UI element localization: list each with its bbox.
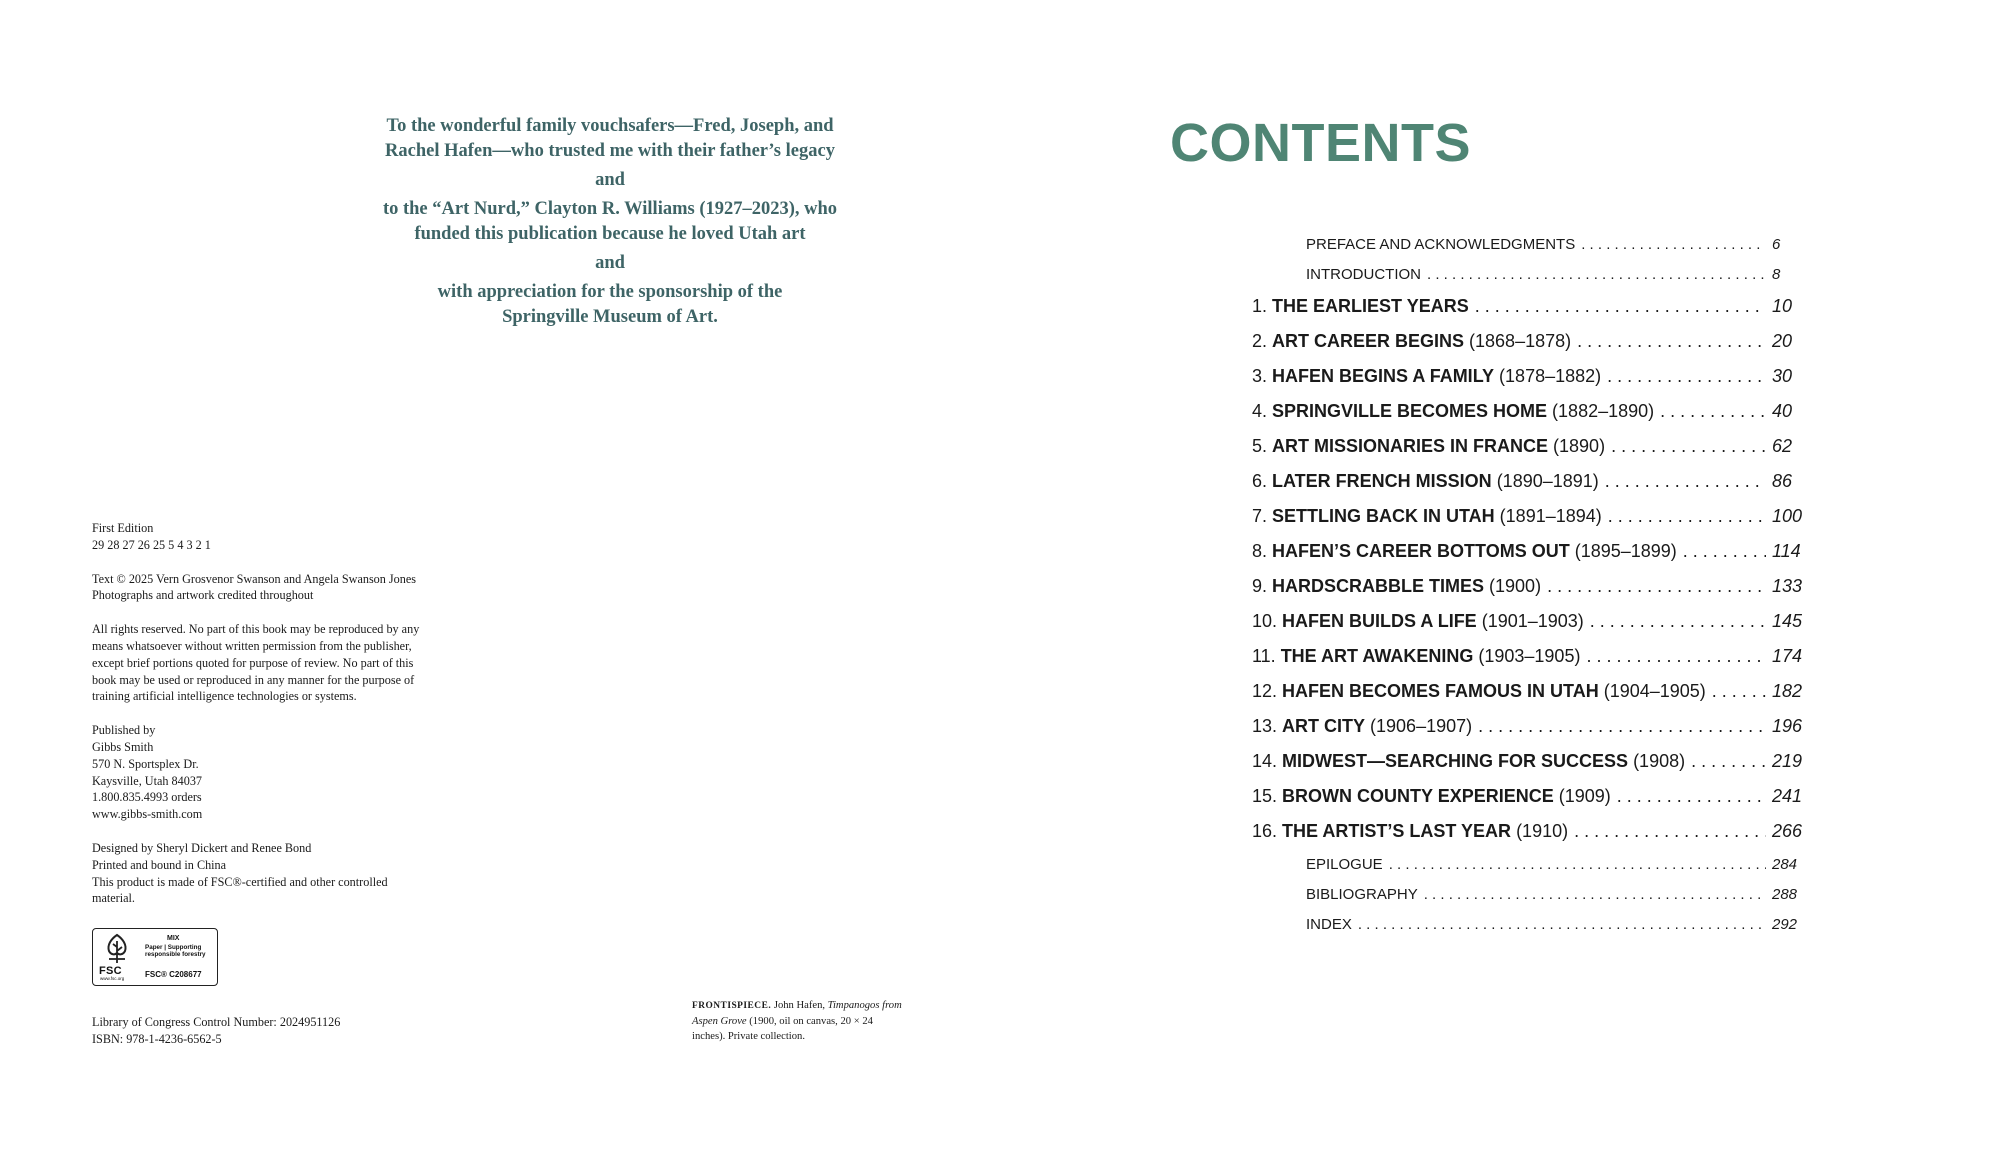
toc-leader-dots [1586,646,1766,667]
rights-line: training artificial intelligence technologies or systems. [92,689,357,704]
fsc-label: FSC [99,965,122,977]
toc-title: THE ARTIST’S LAST YEAR [1282,821,1512,841]
toc-page-number: 62 [1772,436,1793,456]
rights-line: means whatsoever without written permission from the publisher, [92,638,412,653]
toc-leader-dots [1574,821,1766,842]
frontispiece-details: (1900, oil on canvas, 20 × 24 inches). Private collection. [692,1016,873,1042]
fsc-mix: MIX [167,935,180,942]
toc-leader-dots [1389,856,1766,873]
toc-chapter-number: 14. [1252,751,1283,771]
publisher-name: Gibbs Smith [92,739,154,754]
toc-chapter-number: 12. [1252,681,1283,701]
toc-title: HARDSCRABBLE TIMES [1272,576,1485,596]
toc-entry [1252,821,1812,856]
frontispiece-title: Timpanogos from Aspen Grove [692,1000,902,1027]
toc-title: ART MISSIONARIES IN FRANCE [1272,436,1549,456]
toc-dates: (1890–1891) [1491,471,1599,491]
rights-block [92,621,472,705]
print-location: Printed and bound in China [92,857,227,872]
table-of-contents [1252,236,1812,946]
toc-chapter-number: 15. [1252,786,1283,806]
design-block [92,840,472,907]
toc-chapter-number: 11. [1252,646,1281,666]
toc-entry [1252,681,1812,716]
toc-title: EPILOGUE [1306,856,1383,873]
toc-entry [1252,856,1812,886]
toc-title: HAFEN BEGINS A FAMILY [1272,366,1495,386]
toc-leader-dots [1577,331,1766,352]
toc-entry [1252,471,1812,506]
toc-entry [1252,541,1812,576]
toc-page-number: 145 [1772,611,1803,631]
toc-page-number: 174 [1772,646,1803,666]
toc-page-number: 10 [1772,296,1793,316]
toc-entry [1252,401,1812,436]
rights-line: except brief portions quoted for purpose of review. No part of this [92,655,414,670]
toc-title: ART CITY [1282,716,1366,736]
toc-dates: (1910) [1511,821,1569,841]
toc-page-number: 196 [1772,716,1803,736]
text-copyright: Text © 2025 Vern Grosvenor Swanson and Angela Swanson Jones [92,571,417,586]
toc-dates: (1895–1899) [1569,541,1677,561]
toc-page-number: 86 [1772,471,1793,491]
toc-chapter-number: 10. [1252,611,1283,631]
toc-entry [1252,646,1812,681]
toc-page-number: 100 [1772,506,1803,526]
isbn: ISBN: 978-1-4236-6562-5 [92,1031,222,1046]
toc-title: SETTLING BACK IN UTAH [1272,506,1495,526]
frontispiece-label: FRONTISPIECE. [692,1001,772,1011]
toc-entry [1252,506,1812,541]
dedication-line-2: to the “Art Nurd,” Clayton R. Williams (1927–2023), who funded this publication because he loved Utah art [382,199,838,244]
design-credit: Designed by Sheryl Dickert and Renee Bond [92,840,312,855]
toc-leader-dots [1475,296,1766,317]
toc-title: BIBLIOGRAPHY [1306,886,1418,903]
toc-title: SPRINGVILLE BECOMES HOME [1272,401,1548,421]
publisher-address: 570 N. Sportsplex Dr. [92,756,199,771]
toc-dates: (1868–1878) [1464,331,1572,351]
dedication-and-2: and [595,253,625,273]
fsc-code: FSC® C208677 [145,970,202,979]
toc-title: LATER FRENCH MISSION [1272,471,1492,491]
toc-chapter-number: 5. [1252,436,1273,456]
toc-chapter-number: 1. [1252,296,1273,316]
contents-heading: CONTENTS [1170,113,1471,173]
toc-page-number: 241 [1772,786,1803,806]
toc-leader-dots [1424,886,1766,903]
toc-page-number: 292 [1772,916,1798,933]
publisher-website: www.gibbs-smith.com [92,807,203,822]
fsc-statement: This product is made of FSC®-certified and other controlled [92,874,388,889]
toc-dates: (1909) [1553,786,1611,806]
toc-leader-dots [1712,681,1766,702]
rights-line: All rights reserved. No part of this book may be reproduced by any [92,622,420,637]
toc-title: THE ART AWAKENING [1280,646,1474,666]
toc-title: HAFEN BECOMES FAMOUS IN UTAH [1282,681,1599,701]
toc-entry [1252,611,1812,646]
fsc-statement-end: material. [92,891,135,906]
toc-leader-dots [1358,916,1766,933]
toc-leader-dots [1660,401,1766,422]
dedication [360,114,860,334]
toc-title: HAFEN BUILDS A LIFE [1282,611,1477,631]
catalog-info [92,1014,340,1048]
toc-title: INTRODUCTION [1306,266,1421,283]
toc-page-number: 182 [1772,681,1803,701]
toc-leader-dots [1581,236,1766,253]
toc-title: INDEX [1306,916,1352,933]
edition-block [92,520,472,554]
fsc-paper-text: Paper | Supporting responsible forestry [145,944,206,958]
toc-chapter-number: 2. [1252,331,1273,351]
dedication-line-3: with appreciation for the sponsorship of the Springville Museum of Art. [437,282,783,327]
toc-leader-dots [1590,611,1766,632]
toc-page-number: 30 [1772,366,1793,386]
toc-page-number: 219 [1772,751,1803,771]
frontispiece-artist: John Hafen, [771,1000,828,1011]
frontispiece-caption [692,998,902,1044]
toc-entry [1252,916,1812,946]
photo-credit: Photographs and artwork credited throughout [92,588,314,603]
toc-entry [1252,366,1812,401]
toc-title: BROWN COUNTY EXPERIENCE [1282,786,1554,806]
toc-page-number: 8 [1772,266,1781,283]
toc-title: HAFEN’S CAREER BOTTOMS OUT [1272,541,1570,561]
toc-page-number: 20 [1772,331,1793,351]
toc-dates: (1906–1907) [1365,716,1473,736]
toc-entry [1252,436,1812,471]
toc-entry [1252,236,1812,266]
fsc-website: www.fsc.org [100,976,125,981]
toc-page-number: 133 [1772,576,1803,596]
toc-leader-dots [1547,576,1766,597]
toc-chapter-number: 3. [1252,366,1273,386]
toc-page-number: 266 [1772,821,1803,841]
toc-page-number: 284 [1772,856,1798,873]
toc-dates: (1903–1905) [1473,646,1581,666]
toc-dates: (1904–1905) [1598,681,1706,701]
toc-dates: (1901–1903) [1476,611,1584,631]
publisher-line: Published by [92,723,156,738]
publisher-phone: 1.800.835.4993 orders [92,790,202,805]
toc-leader-dots [1607,366,1766,387]
toc-leader-dots [1608,506,1766,527]
toc-leader-dots [1605,471,1766,492]
toc-chapter-number: 4. [1252,401,1273,421]
toc-leader-dots [1691,751,1766,772]
toc-entry [1252,296,1812,331]
toc-entry [1252,886,1812,916]
rights-line: book may be used or reproduced in any manner for the purpose of [92,672,415,687]
toc-dates: (1900) [1484,576,1542,596]
toc-chapter-number: 13. [1252,716,1283,736]
toc-chapter-number: 9. [1252,576,1273,596]
toc-chapter-number: 16. [1252,821,1283,841]
toc-leader-dots [1478,716,1766,737]
toc-entry [1252,751,1812,786]
toc-entry [1252,716,1812,751]
toc-dates: (1891–1894) [1494,506,1602,526]
lccn: Library of Congress Control Number: 2024951126 [92,1015,341,1029]
toc-entry [1252,331,1812,366]
toc-leader-dots [1617,786,1766,807]
toc-dates: (1908) [1628,751,1686,771]
toc-page-number: 288 [1772,886,1798,903]
toc-title: THE EARLIEST YEARS [1272,296,1469,316]
publisher-block [92,722,472,823]
toc-title: ART CAREER BEGINS [1272,331,1465,351]
fsc-logo [92,928,218,986]
toc-title: PREFACE AND ACKNOWLEDGMENTS [1306,236,1576,253]
toc-entry [1252,266,1812,296]
toc-chapter-number: 6. [1252,471,1273,491]
toc-leader-dots [1683,541,1766,562]
printing-line: 29 28 27 26 25 5 4 3 2 1 [92,537,211,552]
toc-title: MIDWEST—SEARCHING FOR SUCCESS [1282,751,1629,771]
toc-entry [1252,576,1812,611]
toc-leader-dots [1427,266,1766,283]
toc-page-number: 40 [1772,401,1793,421]
toc-page-number: 114 [1772,541,1801,561]
dedication-line-1: To the wonderful family vouchsafers—Fred, Joseph, and Rachel Hafen—who trusted me with their father’s legacy [385,116,835,161]
copyright-page [92,520,472,924]
edition: First Edition [92,521,154,535]
toc-entry [1252,786,1812,821]
credits-block [92,571,472,605]
toc-page-number: 6 [1772,236,1781,253]
toc-dates: (1878–1882) [1494,366,1602,386]
publisher-city: Kaysville, Utah 84037 [92,773,203,788]
toc-dates: (1882–1890) [1547,401,1655,421]
dedication-and-1: and [595,170,625,190]
toc-chapter-number: 8. [1252,541,1273,561]
toc-dates: (1890) [1548,436,1606,456]
toc-chapter-number: 7. [1252,506,1273,526]
toc-leader-dots [1611,436,1766,457]
